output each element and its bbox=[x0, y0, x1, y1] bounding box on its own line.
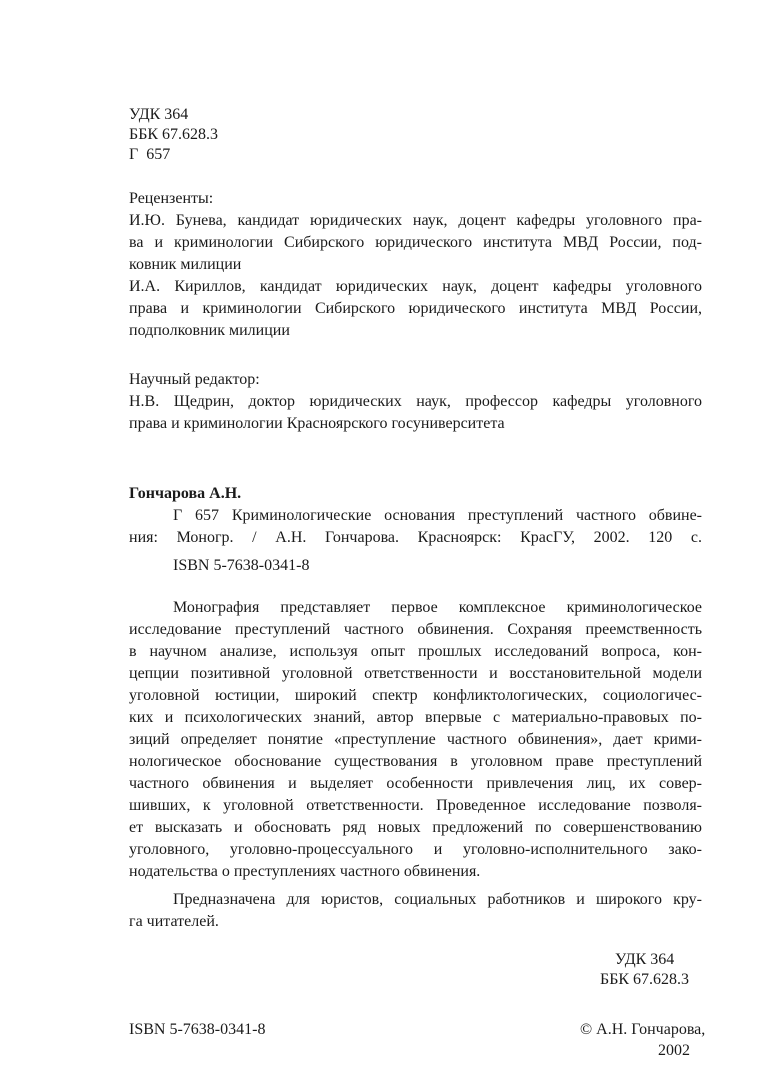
footer-bbk-code: ББК 67.628.3 bbox=[600, 971, 690, 988]
reviewer-line: права и криминологии Сибирского юридического института МВД России, bbox=[129, 300, 702, 317]
reviewer-line: И.А. Кириллов, кандидат юридических наук, доцент кафедры уголовного bbox=[129, 278, 702, 295]
abstract-line: Монография представляет первое комплексное криминологическое bbox=[173, 599, 702, 616]
abstract-line: нологическое обоснование существования в уголовном праве преступлений bbox=[129, 753, 702, 770]
reviewer-line: подполковник милиции bbox=[129, 322, 290, 339]
bibliographic-line: Г 657 Криминологические основания преступлений частного обвине- bbox=[173, 507, 702, 524]
copyright-year: 2002 bbox=[658, 1042, 690, 1059]
bbk-code: ББК 67.628.3 bbox=[129, 126, 219, 143]
abstract-line: частного обвинения и выделяет особенности привлечения лиц, их совер- bbox=[129, 775, 702, 792]
abstract-line: уголовной юстиции, широкий спектр конфликтологических, социологичес- bbox=[129, 687, 702, 704]
reviewer-line: ва и криминологии Сибирского юридического института МВД России, под- bbox=[129, 234, 702, 251]
abstract-line: ких и психологических знаний, автор впервые с материально-правовых по- bbox=[129, 709, 702, 726]
footer-udk-code: УДК 364 bbox=[615, 951, 675, 968]
audience-line: Предназначена для юристов, социальных работников и широкого кру- bbox=[173, 891, 702, 908]
abstract-line: цепции позитивной уголовной ответственности и восстановительной модели bbox=[129, 665, 702, 682]
abstract-line: шивших, к уголовной ответственности. Проведенное исследование позволя- bbox=[129, 797, 702, 814]
reviewers-label: Рецензенты: bbox=[129, 190, 214, 207]
abstract-line: уголовного, уголовно-процессуального и уголовно-исполнительного зако- bbox=[129, 841, 702, 858]
isbn-record: ISBN 5-7638-0341-8 bbox=[173, 557, 310, 574]
author-name: Гончарова А.Н. bbox=[129, 485, 242, 502]
copyright-notice: © А.Н. Гончарова, bbox=[580, 1021, 706, 1038]
audience-line: га читателей. bbox=[129, 913, 219, 930]
udk-code: УДК 364 bbox=[129, 106, 189, 123]
editor-line: Н.В. Щедрин, доктор юридических наук, профессор кафедры уголовного bbox=[129, 393, 702, 410]
g-code: Г 657 bbox=[129, 146, 171, 163]
abstract-line: исследование преступлений частного обвинения. Сохраняя преемственность bbox=[129, 621, 702, 638]
reviewer-line: ковник милиции bbox=[129, 256, 242, 273]
reviewer-line: И.Ю. Бунева, кандидат юридических наук, доцент кафедры уголовного пра- bbox=[129, 212, 702, 229]
editor-line: права и криминологии Красноярского госуниверситета bbox=[129, 415, 505, 432]
abstract-line: нодательства о преступлениях частного обвинения. bbox=[129, 863, 481, 880]
abstract-line: ет высказать и обосновать ряд новых предложений по совершенствованию bbox=[129, 819, 702, 836]
abstract-line: в научном анализе, используя опыт прошлых исследований вопроса, кон- bbox=[129, 643, 702, 660]
bibliographic-line: ния: Моногр. / А.Н. Гончарова. Красноярск: КрасГУ, 2002. 120 с. bbox=[129, 529, 702, 546]
abstract-line: зиций определяет понятие «преступление частного обвинения», дает крими- bbox=[129, 731, 702, 748]
editor-label: Научный редактор: bbox=[129, 371, 260, 388]
footer-isbn: ISBN 5-7638-0341-8 bbox=[129, 1021, 266, 1038]
